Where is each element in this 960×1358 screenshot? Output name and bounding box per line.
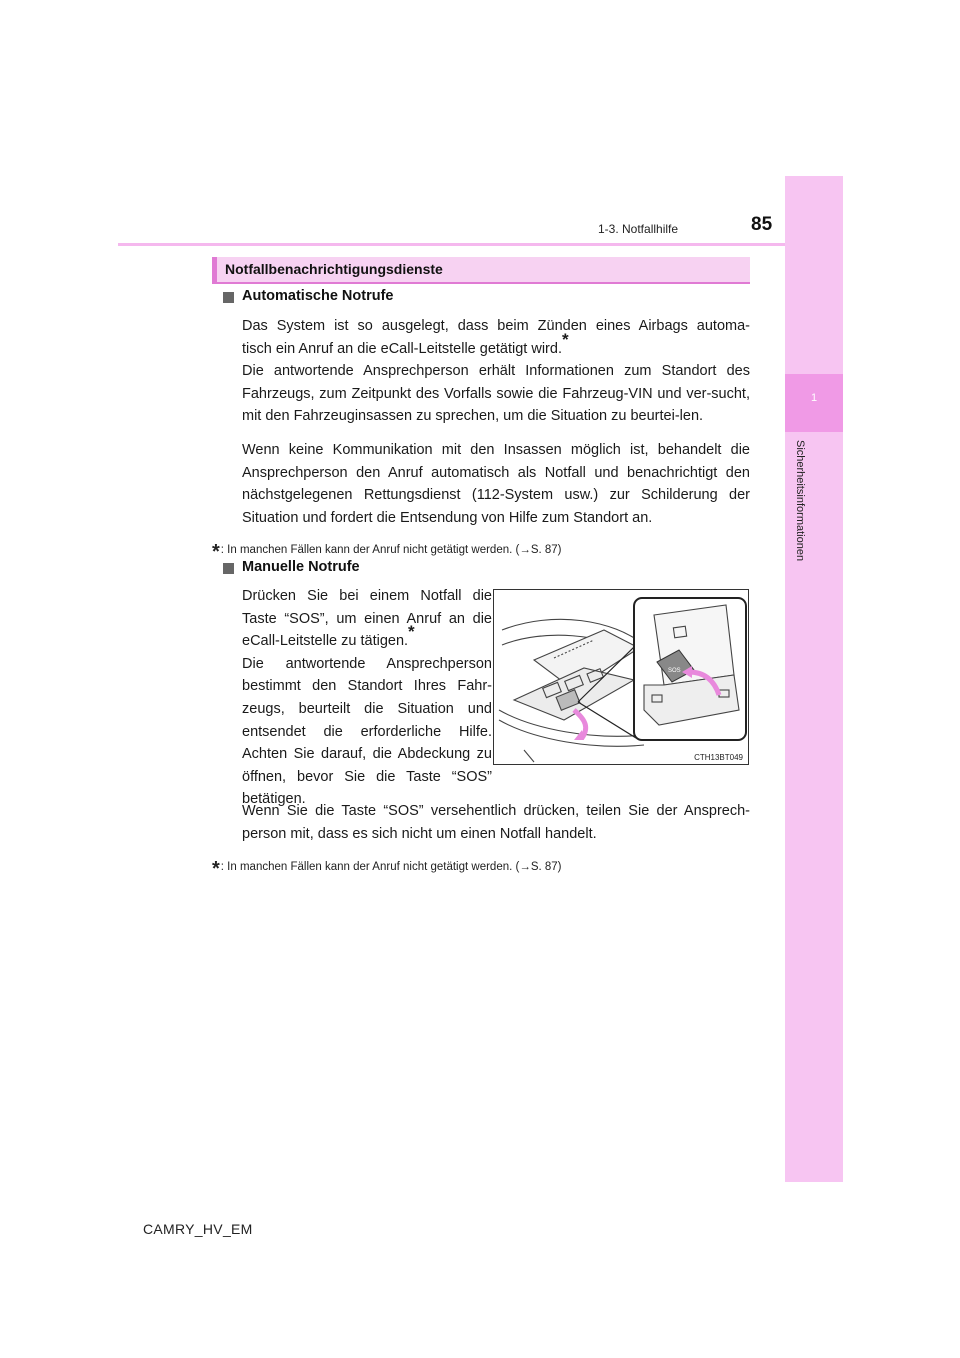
footnote-marker: * [561, 329, 569, 349]
chapter-number: 1 [810, 392, 818, 404]
subheading-auto: Automatische Notrufe [242, 288, 394, 304]
chapter-tab [785, 176, 843, 1182]
footnote-marker: * [408, 622, 415, 642]
bullet-square-icon [223, 563, 234, 574]
paragraph-auto-1-rest: Die antwortende Ansprechperson erhält Informationen zum Standort des Fahrzeugs, zum Zeitpunkt des Vorfalls sowie die Fahrzeug-VIN und ver-sucht, mit den Fahrzeuginsassen zu sprechen, um die Situation zu beurtei-len. [242, 363, 750, 425]
figure-code: CTH13BT049 [694, 753, 743, 762]
paragraph-auto-1 [242, 315, 750, 428]
overhead-console-drawing [494, 590, 749, 765]
sos-label: SOS [668, 668, 681, 674]
model-code: CAMRY_HV_EM [143, 1221, 253, 1237]
paragraph-auto-1-line2: tisch ein Anruf an die eCall-Leitstelle getätigt wird.* [242, 329, 569, 357]
paragraph-auto-1-line1: Das System ist so ausgelegt, dass beim Zünden eines Airbags automa- [242, 318, 750, 334]
section-heading: Notfallbenachrichtigungsdienste [225, 261, 443, 277]
page-number: 85 [751, 214, 773, 235]
subheading-manual: Manuelle Notrufe [242, 559, 360, 575]
header-rule [118, 243, 785, 246]
section-heading-rule [212, 282, 750, 284]
section-heading-accent [212, 257, 217, 282]
chapter-title: Sicherheitsinformationen [794, 440, 806, 562]
running-header: 1-3. Notfallhilfe [598, 222, 679, 236]
paragraph-manual-1: Drücken Sie bei einem Notfall die Taste “SOS”, um einen Anruf an die eCall-Leitstelle zu tätigen.* Die antwortende Ansprechperson bestimmt den Standort Ihres Fahr-zeugs, beurteilt die Situation und entsendet die erforderliche Hilfe. Achten Sie darauf, die Abdeckung zu öffnen, bevor Sie die Taste “SOS” betätigen. [242, 588, 492, 808]
bullet-square-icon [223, 292, 234, 303]
sos-button-illustration [493, 589, 749, 765]
paragraph-auto-2: Wenn keine Kommunikation mit den Insassen möglich ist, behandelt die Ansprechperson den Anruf automatisch als Notfall und benachrichtigt den nächstgelegenen Rettungsdienst (112-System usw.) zur Schilderung der Situation und fordert die Entsendung von Hilfe zum Standort an. [242, 442, 750, 526]
footnote-manual: *: In manchen Fällen kann der Anruf nicht getätigt werden. (→S. 87) [212, 858, 562, 880]
footnote-auto: *: In manchen Fällen kann der Anruf nicht getätigt werden. (→S. 87) [212, 541, 562, 563]
paragraph-manual-2: Wenn Sie die Taste “SOS” versehentlich drücken, teilen Sie der Ansprech-person mit, dass es sich nicht um einen Notfall handelt. [242, 803, 750, 842]
